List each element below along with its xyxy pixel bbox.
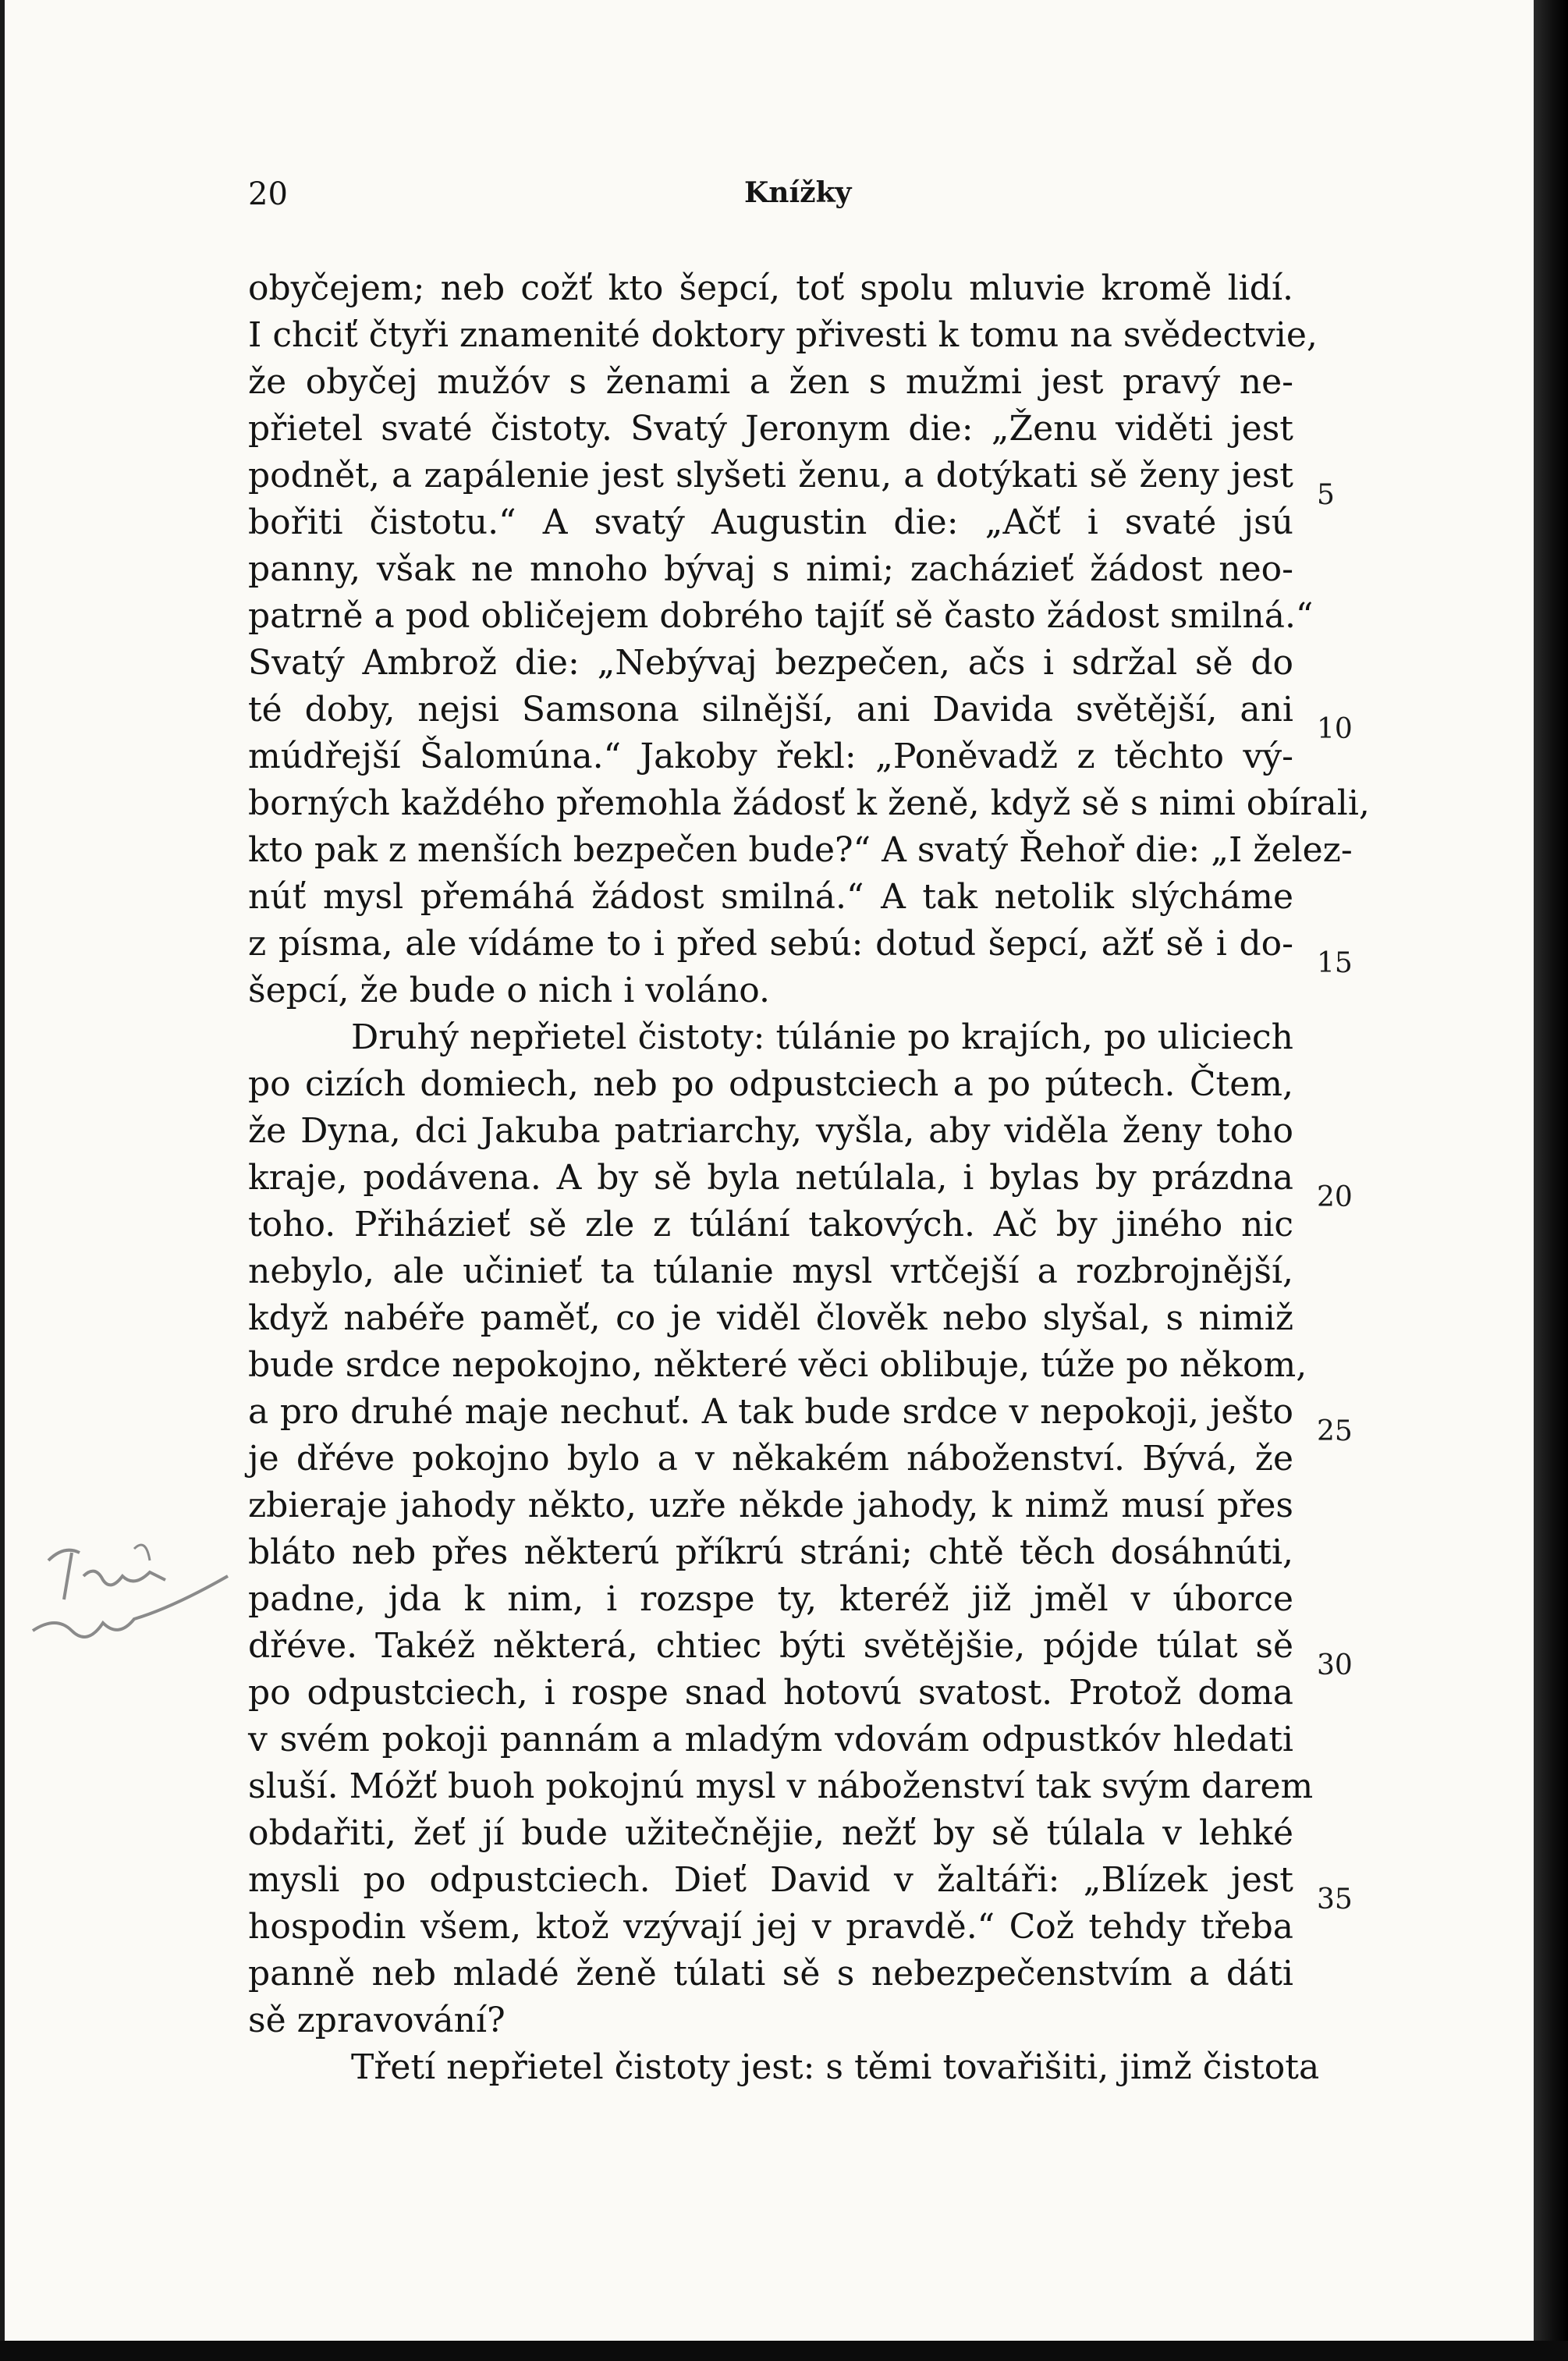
text-line: šepcí, že bude o nich i voláno.	[248, 971, 770, 1010]
text-line: patrně a pod obličejem dobrého tajíť sě často žádost smilná.“	[248, 596, 1314, 636]
text-line: núť mysl přemáhá žádost smilná.“ A tak netolik slýcháme	[248, 877, 1293, 917]
text-line: bořiti čistotu.“ A svatý Augustin die: „Ačť i svaté jsú	[248, 502, 1293, 542]
text-line: že Dyna, dci Jakuba patriarchy, vyšla, aby viděla ženy toho	[248, 1111, 1293, 1151]
line-number: 35	[1317, 1883, 1353, 1915]
text-line: borných každého přemohla žádosť k ženě, když sě s nimi obírali,	[248, 783, 1370, 823]
text-line: I chciť čtyři znamenité doktory přivesti k tomu na svědectvie,	[248, 315, 1318, 355]
line-number: 10	[1317, 713, 1353, 745]
text-line: mysli po odpustciech. Dieť David v žaltáři: „Blízek jest	[248, 1860, 1293, 1900]
page-header	[5, 176, 1534, 223]
line-number: 25	[1317, 1415, 1353, 1447]
text-line: bude srdce nepokojno, některé věci oblibuje, túže po někom,	[248, 1345, 1307, 1385]
text-line: přietel svaté čistoty. Svatý Jeronym die: „Ženu viděti jest	[248, 409, 1293, 449]
text-line: sě zpravování?	[248, 2001, 506, 2040]
text-line: panny, však ne mnoho bývaj s nimi; zacházieť žádost neo-	[248, 549, 1293, 589]
line-number: 15	[1317, 947, 1353, 979]
text-line: múdřejší Šalomúna.“ Jakoby řekl: „Poněvadž z těchto vý-	[248, 737, 1293, 776]
line-number: 20	[1317, 1181, 1353, 1213]
text-line: zbieraje jahody někto, uzře někde jahody, k nimž musí přes	[248, 1486, 1293, 1525]
text-line: po cizích domiech, neb po odpustciech a po pútech. Čtem,	[248, 1064, 1293, 1104]
text-line: kraje, podávena. A by sě byla netúlala, i bylas by prázdna	[248, 1158, 1293, 1198]
text-line: sluší. Móžť buoh pokojnú mysl v náboženství tak svým darem	[248, 1766, 1314, 1806]
page-bottom-shadow	[0, 2341, 1568, 2361]
text-line: že obyčej mužóv s ženami a žen s mužmi jest pravý ne-	[248, 362, 1293, 402]
book-page	[5, 0, 1534, 2341]
text-line: hospodin všem, ktož vzývají jej v pravdě.“ Což tehdy třeba	[248, 1907, 1293, 1947]
paragraph-start-line: Třetí nepřietel čistoty jest: s těmi tovařišiti, jimž čistota	[351, 2047, 1320, 2087]
text-line: v svém pokoji pannám a mladým vdovám odpustkóv hledati	[248, 1720, 1293, 1759]
text-line: z písma, ale vídáme to i před sebú: dotud šepcí, ažť sě i do-	[248, 924, 1293, 964]
text-line: když nabéře paměť, co je viděl člověk nebo slyšal, s nimiž	[248, 1298, 1293, 1338]
text-line: toho. Přiházieť sě zle z túlání takových. Ač by jiného nic	[248, 1205, 1293, 1244]
book-edge-shadow	[1534, 0, 1568, 2361]
text-line: Svatý Ambrož die: „Nebývaj bezpečen, ačs i sdržal sě do	[248, 643, 1293, 683]
text-line: té doby, nejsi Samsona silnější, ani Davida světější, ani	[248, 690, 1293, 730]
text-line: je dřéve pokojno bylo a v někakém náboženství. Bývá, že	[248, 1439, 1293, 1479]
page-number: 20	[248, 176, 288, 212]
text-line: po odpustciech, i rospe snad hotovú svatost. Protož doma	[248, 1673, 1293, 1713]
text-line: a pro druhé maje nechuť. A tak bude srdce v nepokoji, ješto	[248, 1392, 1293, 1432]
text-line: obdařiti, žeť jí bude užitečnějie, nežť by sě túlala v lehké	[248, 1813, 1293, 1853]
text-line: padne, jda k nim, i rozspe ty, kteréž již jměl v úborce	[248, 1579, 1293, 1619]
text-line: panně neb mladé ženě túlati sě s nebezpečenstvím a dáti	[248, 1954, 1293, 1994]
text-line: dřéve. Takéž některá, chtiec býti světějšie, pójde túlat sě	[248, 1626, 1293, 1666]
running-title: Knížky	[744, 176, 852, 209]
text-line: podnět, a zapálenie jest slyšeti ženu, a dotýkati sě ženy jest	[248, 456, 1293, 495]
handwritten-margin-note	[17, 1514, 236, 1670]
line-number: 30	[1317, 1649, 1353, 1681]
text-line: nebylo, ale učinieť ta túlanie mysl vrtčejší a rozbrojnější,	[248, 1252, 1293, 1291]
text-line: bláto neb přes některú příkrú stráni; chtě těch dosáhnúti,	[248, 1532, 1293, 1572]
line-number: 5	[1317, 479, 1335, 511]
text-line: kto pak z menších bezpečen bude?“ A svatý Řehoř die: „I želez-	[248, 830, 1353, 870]
paragraph-start-line: Druhý nepřietel čistoty: túlánie po krajích, po uliciech	[351, 1017, 1293, 1057]
text-line: obyčejem; neb cožť kto šepcí, toť spolu mluvie kromě lidí.	[248, 268, 1293, 308]
